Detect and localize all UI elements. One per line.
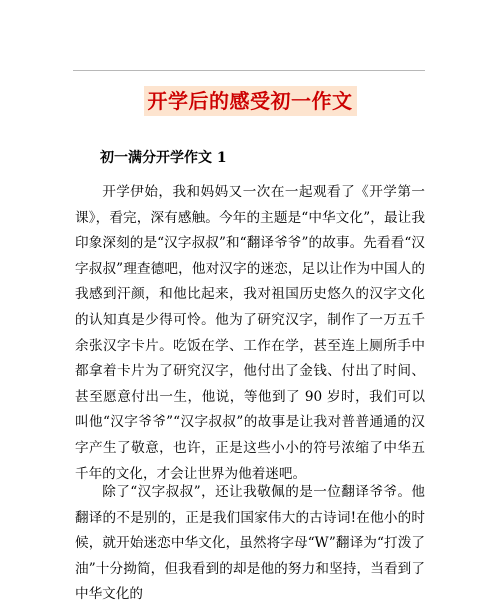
- document-title: 开学后的感受初一作文: [144, 86, 357, 116]
- body-paragraph-2: 除了“汉字叔叔”，还让我敬佩的是一位翻译爷爷。他翻译的不是别的，正是我们国家伟大的古诗词!在他小的时候，就开始迷恋中华文化，虽然将字母“W”翻译为“打泼了油”十分拗简，但我看到的却是他的努力和坚持，当看到了中华文化的: [75, 484, 425, 603]
- title-container: [0, 86, 500, 116]
- essay-subheading: 初一满分开学作文 1: [100, 150, 227, 166]
- body-paragraph-1: 开学伊始，我和妈妈又一次在一起观看了《开学第一课》，看完，深有感触。今年的主题是“中华文化”，最让我印象深刻的是“汉字叔叔”和“翻译爷爷”的故事。先看看“汉字叔叔”理查德吧，他对汉字的迷恋，足以让作为中国人的我感到汗颜，和他比起来，我对祖国历史悠久的汉字文化的认知真是少得可怜。他为了研究汉字，制作了一万五千余张汉字卡片。吃饭在学、工作在学，甚至连上厕所手中都拿着卡片为了研究汉字，他付出了金钱、付出了时间、甚至愿意付出一生，他说，等他到了 90 岁时，我们可以叫他“汉字爷爷”“汉字叔叔”的故事是让我对普普通通的汉字产生了敬意，也许，正是这些小小的符号浓缩了中华五千年的文化，才会让世界为他着迷吧。: [75, 184, 425, 482]
- top-divider: [73, 70, 425, 71]
